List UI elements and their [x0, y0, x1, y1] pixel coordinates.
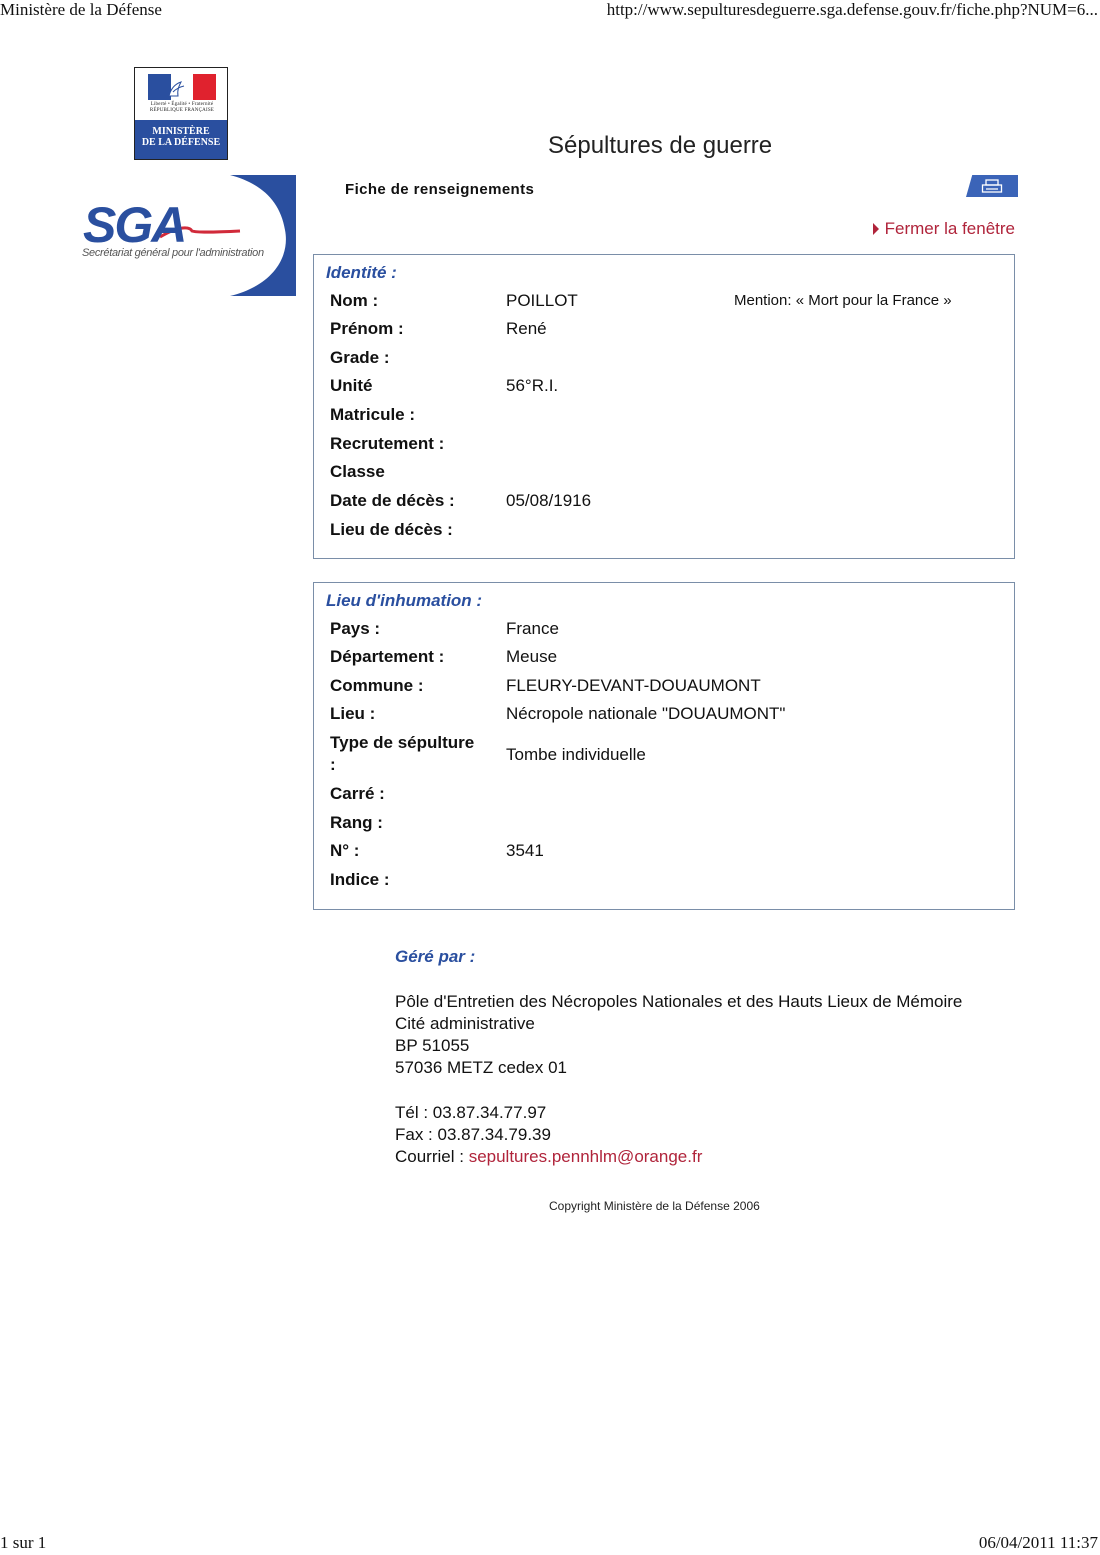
address-line: 57036 METZ cedex 01	[395, 1058, 567, 1077]
copyright: Copyright Ministère de la Défense 2006	[549, 1199, 760, 1213]
fax: Fax : 03.87.34.79.39	[395, 1125, 551, 1144]
field-value: Meuse	[506, 647, 558, 666]
field-label: Prénom :	[330, 319, 404, 338]
field-label: Pays :	[330, 619, 381, 638]
field-value: FLEURY-DEVANT-DOUAUMONT	[506, 676, 761, 695]
field-label: Matricule :	[330, 405, 416, 424]
page-title: Sépultures de guerre	[548, 132, 773, 159]
close-window-label: Fermer la fenêtre	[884, 219, 1015, 238]
field-label: Indice :	[330, 870, 390, 889]
field-label-continued: :	[330, 755, 336, 774]
ministere-defense-logo	[134, 67, 228, 160]
field-value: 05/08/1916	[506, 491, 592, 510]
field-value: René	[506, 319, 547, 338]
field-label: Lieu :	[330, 704, 376, 723]
email-link[interactable]: sepultures.pennhlm@orange.fr	[468, 1147, 703, 1166]
field-label: Type de sépulture	[330, 733, 475, 752]
ministere-line-1: MINISTÈRE	[152, 126, 210, 137]
field-label: Rang :	[330, 813, 383, 832]
address-line: Pôle d'Entretien des Nécropoles Nationales et des Hauts Lieux de Mémoire	[395, 992, 963, 1011]
sga-logo	[80, 175, 296, 296]
print-footer-datetime: 06/04/2011 11:37	[978, 1533, 1098, 1552]
field-value: 3541	[506, 841, 544, 860]
field-value: Nécropole nationale "DOUAUMONT"	[506, 704, 786, 723]
sga-tagline: Secrétariat général pour l'administration	[82, 247, 264, 259]
field-label: N° :	[330, 841, 360, 860]
field-label: Lieu de décès :	[330, 520, 453, 539]
print-header-site: Ministère de la Défense	[0, 0, 162, 19]
print-button[interactable]	[966, 175, 1018, 197]
field-label: Grade :	[330, 348, 390, 367]
close-window-link[interactable]	[873, 219, 1015, 239]
field-label: Commune :	[330, 676, 424, 695]
identite-title: Identité :	[326, 263, 397, 282]
field-value: Tombe individuelle	[506, 745, 646, 764]
inhumation-title: Lieu d'inhumation :	[326, 591, 483, 610]
print-footer-page: 1 sur 1	[0, 1533, 47, 1552]
field-label: Département :	[330, 647, 445, 666]
inhumation-panel	[313, 582, 1015, 910]
field-value: POILLOT	[506, 291, 578, 310]
courriel-line	[395, 1147, 702, 1167]
field-label: Carré :	[330, 784, 385, 803]
field-label: Classe	[330, 462, 385, 481]
printer-icon	[981, 179, 1003, 194]
courriel-label: Courriel :	[395, 1147, 469, 1166]
page-subtitle: Fiche de renseignements	[345, 181, 535, 198]
field-value: 56°R.I.	[506, 376, 559, 395]
address-line: BP 51055	[395, 1036, 470, 1055]
print-header-url: http://www.sepulturesdeguerre.sga.defense.gouv.fr/fiche.php?NUM=6...	[606, 0, 1098, 19]
telephone: Tél : 03.87.34.77.97	[395, 1103, 547, 1122]
gere-par-title: Géré par :	[395, 947, 476, 966]
field-label: Recrutement :	[330, 434, 445, 453]
field-label: Date de décès :	[330, 491, 455, 510]
field-label: Nom :	[330, 291, 379, 310]
address-line: Cité administrative	[395, 1014, 535, 1033]
mention-text: Mention: « Mort pour la France »	[734, 292, 952, 309]
field-label: Unité	[330, 376, 373, 395]
sga-letters: SGA	[83, 197, 186, 253]
marianne-flag-icon	[148, 74, 216, 100]
republique-text: Liberté • Égalité • Fraternité RÉPUBLIQUE FRANÇAISE	[149, 102, 215, 113]
ministere-line-2: DE LA DÉFENSE	[141, 137, 221, 148]
field-value: France	[506, 619, 559, 638]
identite-panel	[313, 254, 1015, 559]
arrow-right-icon	[873, 223, 879, 235]
